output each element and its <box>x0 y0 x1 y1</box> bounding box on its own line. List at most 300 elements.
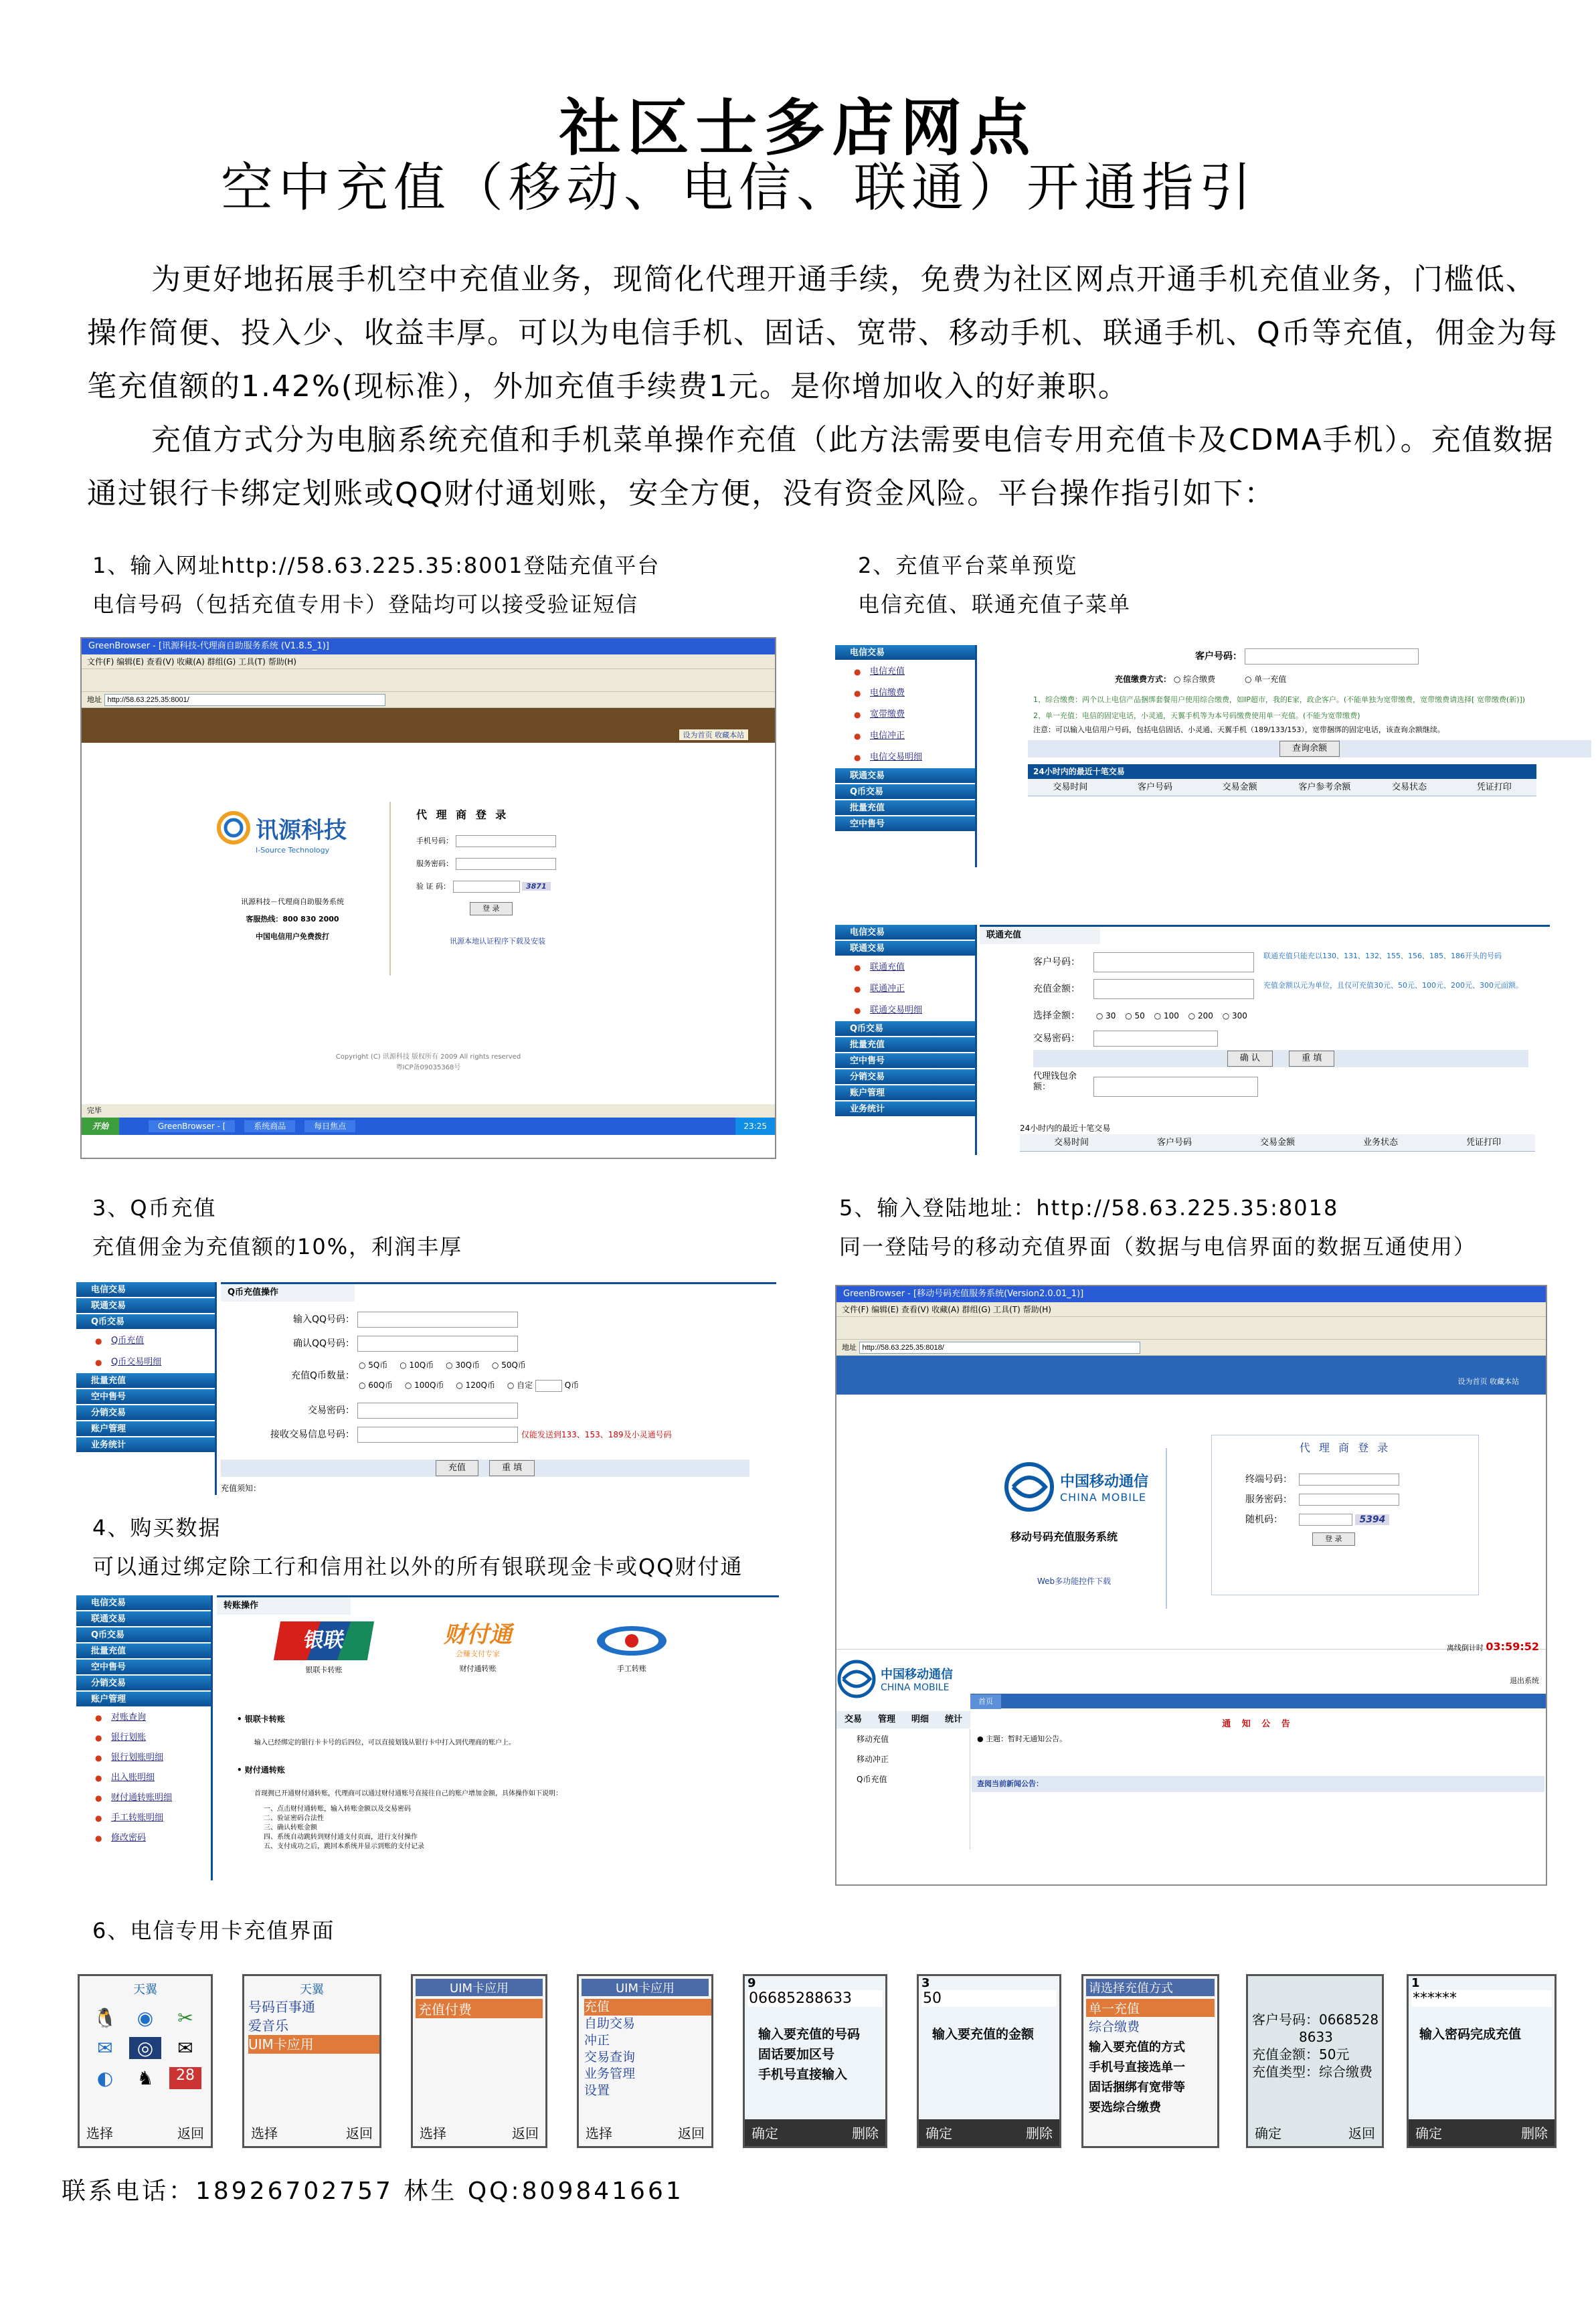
radio-10q-label: 10Q币 <box>409 1360 434 1370</box>
radio-30[interactable]: ○ 30 <box>1095 1011 1116 1021</box>
captcha-image: 3871 <box>522 882 551 891</box>
phone-3-header: UIM卡应用 <box>416 1979 543 1996</box>
nav-distribution[interactable]: 分销交易 <box>76 1676 211 1692</box>
phone-4-item-1[interactable]: 充值 <box>584 1999 711 2016</box>
tenpay-sub: 会赚支付专家 <box>456 1650 500 1658</box>
phone-7-line-4: 要选综合缴费 <box>1089 2101 1161 2115</box>
phone-screen-1 <box>78 1974 213 2148</box>
password-row <box>1245 1488 1478 1508</box>
password-input[interactable] <box>1093 1031 1218 1047</box>
radio-300[interactable]: ○ 300 <box>1222 1011 1247 1021</box>
logout-link[interactable]: 退出系统 <box>1510 1676 1539 1685</box>
phone-7-item-2[interactable]: 综合缴费 <box>1089 2020 1140 2034</box>
nav-telecom[interactable]: 电信交易 <box>76 1282 215 1298</box>
recharge-button[interactable]: 充值 <box>436 1460 478 1476</box>
customer-row <box>1033 951 1542 978</box>
nav-bank-transfer[interactable]: ● 银行划账 <box>76 1728 211 1748</box>
phone-3-right-softkey[interactable]: 返回 <box>512 2125 539 2141</box>
password-row <box>1033 1027 1542 1050</box>
phone-6-input[interactable]: 50 <box>921 1990 1057 2007</box>
company-line-1: 讯源科技－代理商自助服务系统 <box>241 897 344 906</box>
step-4: 四、系统自动跳转到财付通支付页面，进行支付操作 <box>264 1834 418 1841</box>
logo-swirl-icon <box>215 810 252 846</box>
amount-options-row-2 <box>359 1379 579 1392</box>
section-4-line-2: 可以通过绑定除工行和信用社以外的所有银联现金卡或QQ财付通 <box>92 1554 743 1579</box>
nav-qcoin[interactable]: Q币交易 <box>835 784 975 800</box>
unionpay-text: 输入已经绑定的银行卡卡号的后四位，可以直接划钱从银行卡中打入到代理商的账户上。 <box>254 1739 515 1747</box>
phone-input[interactable] <box>456 835 556 847</box>
method-label: 充值缴费方式： <box>1115 675 1172 684</box>
window-title: GreenBrowser - [移动号码充值服务系统(Version2.0.01_1)] <box>836 1286 1546 1302</box>
clock: 23:25 <box>735 1118 775 1135</box>
tenpay-option[interactable] <box>431 1621 525 1674</box>
inner-cm-name: 中国移动通信 <box>881 1668 953 1682</box>
section-5-caption <box>839 1188 1476 1266</box>
terminal-input[interactable] <box>1299 1474 1399 1486</box>
note-3: 注意：可以输入电信用户号码，包括电信固话、小灵通、天翼手机（189/133/153），宽带捆绑的固定电话，该查询余额继续。 <box>1033 725 1445 734</box>
code-input[interactable] <box>1299 1514 1352 1526</box>
radio-combined-label: 综合缴费 <box>1183 675 1216 684</box>
divider <box>389 802 391 976</box>
phone-1-left-softkey[interactable]: 选择 <box>86 2125 113 2141</box>
code-label: 验 证 码： <box>416 882 450 891</box>
phone-screen-8 <box>1246 1974 1384 2148</box>
captcha-image: 5394 <box>1355 1514 1389 1525</box>
nav-unicom[interactable]: 联通交易 <box>835 941 975 957</box>
section-1-line-1: 1、输入网址http://58.63.225.35:8001登陆充值平台 <box>92 553 660 578</box>
nav-reconcile[interactable]: ● 对账查询 <box>76 1708 211 1728</box>
query-balance-button[interactable]: 查询余额 <box>1279 741 1340 757</box>
section-3-line-1: 3、Q币充值 <box>92 1195 217 1221</box>
recent-title: 24小时内的最近十笔交易 <box>1020 1124 1111 1133</box>
nav-stats[interactable]: 业务统计 <box>76 1437 215 1453</box>
company-info <box>202 893 383 946</box>
phone-screen-9 <box>1407 1974 1557 2148</box>
nav-unicom-reversal[interactable]: ● 联通冲正 <box>835 978 975 1000</box>
nav-batch[interactable]: 批量充值 <box>76 1644 211 1660</box>
logo-text: 讯源科技 <box>256 816 347 844</box>
nav-unicom-detail[interactable]: ● 联通交易明细 <box>835 1000 975 1021</box>
customer-input[interactable] <box>1245 648 1419 664</box>
page-title: 社区士多店网点 <box>559 92 1037 164</box>
sms-note: 仅能发送到133、153、189及小灵通号码 <box>521 1430 672 1439</box>
nav-change-password[interactable]: ● 修改密码 <box>76 1828 211 1848</box>
tab-home[interactable]: 首页 <box>970 1694 1001 1709</box>
phone-2-item-3[interactable]: UIM卡应用 <box>248 2035 379 2054</box>
query-bar <box>1028 740 1591 758</box>
password-label: 服务密码： <box>416 859 453 868</box>
phone-4-item-3[interactable]: 冲正 <box>584 2033 610 2048</box>
phone-7-line-3: 固话捆绑有宽带等 <box>1089 2080 1185 2095</box>
side-tabs <box>836 1711 970 1728</box>
nav-account[interactable]: 账户管理 <box>835 1085 975 1101</box>
tools-icon[interactable]: ✂ <box>177 2007 193 2029</box>
select-row <box>1033 1004 1542 1027</box>
col-balance: 客户参考余额 <box>1298 782 1351 792</box>
nav-manual-detail[interactable]: ● 手工转账明细 <box>76 1808 211 1828</box>
nav-telecom[interactable]: 电信交易 <box>76 1595 211 1611</box>
tenpay-heading: • 财付通转账 <box>237 1765 285 1775</box>
messages-icon[interactable]: ✉ <box>97 2037 113 2059</box>
phone-4-header: UIM卡应用 <box>582 1979 709 1996</box>
password-input[interactable] <box>456 858 556 870</box>
phone-6-right-softkey[interactable]: 删除 <box>1026 2125 1053 2141</box>
screenshot-transfer <box>76 1595 779 1880</box>
tab-detail[interactable]: 明细 <box>911 1714 929 1724</box>
panel-title: 转账操作 <box>217 1597 351 1615</box>
nav-account[interactable]: 账户管理 <box>76 1692 211 1708</box>
phone-4-item-6[interactable]: 设置 <box>584 2083 610 2098</box>
intro-paragraph-1: 为更好地拓展手机空中充值业务，现简化代理开通手续，免费为社区网点开通手机充值业务，门槛低、操作简便、投入少、收益丰厚。可以为电信手机、固话、宽带、移动手机、联通手机、Q币等充值，佣金为每笔充值额的1.42%(现标准），外加充值手续费1元。是你增加收入的好兼职。 <box>87 262 1559 404</box>
plugin-link[interactable]: Web多功能控件下载 <box>1037 1577 1112 1586</box>
nav-sell-number[interactable]: 空中售号 <box>835 816 975 832</box>
radio-120q-label: 120Q币 <box>465 1381 495 1390</box>
code-row <box>1245 1508 1478 1528</box>
task-item-2[interactable]: 系统商品 <box>244 1120 295 1132</box>
link-mobile-recharge[interactable]: 移动充值 <box>857 1735 889 1744</box>
nav-telecom-detail[interactable]: ● 电信交易明细 <box>835 747 975 768</box>
nav-distribution[interactable]: 分销交易 <box>835 1069 975 1085</box>
nav-unicom-recharge[interactable]: ● 联通充值 <box>835 957 975 978</box>
address-input[interactable] <box>859 1342 1140 1354</box>
phone-9-input[interactable]: ****** <box>1411 1990 1552 2007</box>
phone-4-right-softkey[interactable]: 返回 <box>678 2125 705 2141</box>
tenpay-caption: 财付通转账 <box>459 1664 497 1673</box>
nav-batch[interactable]: 批量充值 <box>76 1373 215 1389</box>
radio-5q-label: 5Q币 <box>368 1360 388 1370</box>
amount-input[interactable] <box>1093 979 1254 999</box>
link-mobile-reversal[interactable]: 移动冲正 <box>857 1755 889 1764</box>
screenshot-qcoin <box>76 1282 776 1495</box>
customer-label: 客户号码： <box>1195 651 1242 662</box>
transfer-panel <box>217 1595 779 1880</box>
phone-7-instructions <box>1083 2035 1217 2118</box>
radio-custom-label: 自定 <box>517 1381 533 1390</box>
phone-2-right-softkey[interactable]: 返回 <box>346 2125 373 2141</box>
code-input[interactable] <box>453 881 520 893</box>
phone-2-header: 天翼 <box>300 1983 324 1997</box>
phone-8-right-softkey[interactable]: 返回 <box>1348 2125 1375 2141</box>
col-print: 凭证打印 <box>1476 782 1512 792</box>
nav-distribution[interactable]: 分销交易 <box>76 1405 215 1421</box>
menu-bar[interactable]: 文件(F) 编辑(E) 查看(V) 收藏(A) 群组(G) 工具(T) 帮助(H) <box>836 1302 1546 1317</box>
nav-telecom-recharge[interactable]: ● 电信充值 <box>835 661 975 683</box>
nav-telecom-payment[interactable]: ● 电信缴费 <box>835 683 975 704</box>
login-title: 代 理 商 登 录 <box>1299 1441 1391 1454</box>
intro-text <box>87 253 1559 521</box>
nav-telecom[interactable]: 电信交易 <box>835 925 975 941</box>
reset-button[interactable]: 重 填 <box>1289 1051 1334 1067</box>
col-print: 凭证打印 <box>1466 1138 1501 1148</box>
section-6-caption: 6、电信专用卡充值界面 <box>92 1918 335 1943</box>
logo-block <box>215 810 376 855</box>
nav-broadband-payment[interactable]: ● 宽带缴费 <box>835 704 975 725</box>
manual-transfer-icon <box>595 1624 669 1658</box>
phone-7-header: 请选择充值方式 <box>1086 1979 1215 1996</box>
col-status: 业务状态 <box>1362 1138 1398 1148</box>
phone-screen-7 <box>1081 1974 1219 2148</box>
phone-2-item-2[interactable]: 爱音乐 <box>248 2018 288 2034</box>
tenpay-logo: 财付通 <box>444 1621 512 1648</box>
task-item-3[interactable]: 每日焦点 <box>304 1120 355 1132</box>
unionpay-option[interactable] <box>277 1621 371 1675</box>
selected-app-icon[interactable]: ◎ <box>129 2037 161 2059</box>
phone-2-menu <box>244 1998 379 2054</box>
link-qcoin-recharge[interactable]: Q币充值 <box>857 1775 887 1784</box>
password-input[interactable] <box>1299 1494 1399 1506</box>
qq-icon[interactable]: 🐧 <box>93 2007 117 2029</box>
games-icon[interactable]: ♞ <box>137 2067 154 2089</box>
countdown-value: 03:59:52 <box>1486 1640 1539 1653</box>
phone-9-right-softkey[interactable]: 删除 <box>1521 2125 1548 2141</box>
phone-2-left-softkey[interactable]: 选择 <box>251 2125 278 2141</box>
page-subtitle: 空中充值（移动、电信、联通）开通指引 <box>221 158 1257 218</box>
phone-4-item-5[interactable]: 业务管理 <box>584 2066 636 2081</box>
mail-icon[interactable]: ✉ <box>177 2037 193 2059</box>
unionpay-caption: 银联卡转账 <box>305 1666 343 1674</box>
nav-in-out-detail[interactable]: ● 出入账明细 <box>76 1768 211 1788</box>
contact-info: 联系电话：18926702757 林生 QQ:809841661 <box>62 2178 684 2205</box>
nav-bank-transfer-detail[interactable]: ● 银行划账明细 <box>76 1748 211 1768</box>
tab-trade[interactable]: 交易 <box>844 1714 862 1724</box>
agent-wallet-row <box>1033 1071 1542 1094</box>
start-button[interactable]: 开始 <box>82 1118 119 1135</box>
reset-button[interactable]: 重 填 <box>489 1460 535 1476</box>
login-area <box>836 1395 1546 1649</box>
browser-icon[interactable]: ◐ <box>96 2067 114 2089</box>
tab-stats[interactable]: 统计 <box>944 1714 962 1724</box>
login-button[interactable]: 登 录 <box>1312 1532 1355 1546</box>
password-label: 服务密码： <box>1245 1494 1292 1505</box>
radio-custom[interactable]: ○ 自定 <box>507 1381 533 1390</box>
qcoin-form <box>248 1308 770 1447</box>
taskbar <box>82 1118 775 1135</box>
phone-5-line-3: 手机号直接输入 <box>758 2067 848 2082</box>
radio-60q[interactable]: ○ 60Q币 <box>359 1381 393 1390</box>
china-mobile-icon <box>1004 1461 1055 1512</box>
phone-4-left-softkey[interactable]: 选择 <box>586 2125 612 2141</box>
menu-bar[interactable]: 文件(F) 编辑(E) 查看(V) 收藏(A) 群组(G) 工具(T) 帮助(H) <box>82 654 775 669</box>
hotline: 客服热线：800 830 2000 <box>246 915 339 923</box>
phone-7-line-2: 手机号直接选单一 <box>1089 2060 1185 2074</box>
top-links[interactable]: 设为首页 收藏本站 <box>679 729 749 740</box>
nav-tenpay-detail[interactable]: ● 财付通转账明细 <box>76 1788 211 1808</box>
nav-unicom[interactable]: 联通交易 <box>76 1611 211 1627</box>
radio-50-label: 50 <box>1134 1011 1145 1021</box>
radio-100q-label: 100Q币 <box>414 1381 444 1390</box>
confirm-button[interactable]: 确 认 <box>1227 1051 1273 1067</box>
nav-qcoin-recharge[interactable]: ● Q币充值 <box>76 1330 215 1352</box>
phone-screen-2 <box>242 1974 381 2148</box>
radio-50q[interactable]: ○ 50Q币 <box>491 1360 526 1370</box>
radio-200-label: 200 <box>1197 1011 1213 1021</box>
terminal-row <box>1245 1468 1478 1488</box>
radio-50[interactable]: ○ 50 <box>1125 1011 1145 1021</box>
sms-label: 接收交易信息号码： <box>270 1429 355 1440</box>
nav-account[interactable]: 账户管理 <box>76 1421 215 1437</box>
nav-qcoin[interactable]: Q币交易 <box>76 1627 211 1644</box>
address-input[interactable] <box>104 694 385 706</box>
nav-unicom[interactable]: 联通交易 <box>835 768 975 784</box>
phone-8-left-softkey[interactable]: 确定 <box>1255 2125 1281 2141</box>
hotline-note: 中国电信用户免费拨打 <box>256 932 329 941</box>
panel-title: Q币充值操作 <box>221 1284 355 1302</box>
toolbar <box>836 1317 1546 1340</box>
nav-sell-number[interactable]: 空中售号 <box>76 1389 215 1405</box>
phone-9-left-softkey[interactable]: 确定 <box>1415 2125 1442 2141</box>
phone-screen-4 <box>577 1974 713 2148</box>
phone-8-line-1: 客户号码：0668528 <box>1252 2012 1379 2028</box>
transfer-instructions <box>237 1712 766 1852</box>
icp-number: 粤ICP备09035368号 <box>395 1064 461 1071</box>
phone-7-item-1[interactable]: 单一充值 <box>1086 1999 1215 2017</box>
col-customer: 客户号码 <box>1156 1138 1192 1148</box>
phone-6-left-softkey[interactable]: 确定 <box>925 2125 952 2141</box>
col-customer: 客户号码 <box>1138 782 1173 792</box>
customer-row <box>1028 645 1591 668</box>
login-form <box>416 806 671 946</box>
step-3: 三、确认转账金额 <box>264 1824 317 1832</box>
divider <box>1166 1448 1167 1609</box>
section-2-line-2: 电信充值、联通充值子菜单 <box>858 592 1132 617</box>
recent-table-header <box>1020 1134 1535 1152</box>
calendar-icon[interactable]: 28 <box>169 2067 201 2089</box>
note-2: 2、单一充值：电信的固定电话，小灵通，天翼手机等为本号码缴费使用单一充值。(不能为宽带缴费) <box>1033 711 1360 720</box>
password-label: 交易密码： <box>1033 1033 1080 1044</box>
inner-cm-en: CHINA MOBILE <box>881 1682 950 1693</box>
section-5-line-2: 同一登陆号的移动充值界面（数据与电信界面的数据互通使用） <box>839 1234 1477 1259</box>
nav-stats[interactable]: 业务统计 <box>835 1101 975 1118</box>
login-button[interactable]: 登 录 <box>470 902 513 915</box>
custom-amount-input[interactable] <box>535 1380 562 1392</box>
phone-screen-5 <box>743 1974 887 2148</box>
notice-item: ● 主题：暂时无通知公告。 <box>977 1735 1067 1743</box>
phone-5-input[interactable]: 06685288633 <box>747 1990 883 2007</box>
step-2: 二、验证密码合法性 <box>264 1815 324 1822</box>
nav-sell-number[interactable]: 空中售号 <box>835 1053 975 1069</box>
phone-screens-row <box>78 1974 1557 2148</box>
logo-subtext: I-Source Technology <box>256 846 330 855</box>
internet-icon[interactable]: ◉ <box>137 2007 154 2029</box>
notice-item-text: 主题：暂时无通知公告。 <box>986 1735 1067 1743</box>
phone-screen-3 <box>411 1974 547 2148</box>
recharge-notice: 充值须知： <box>221 1484 262 1493</box>
phone-1-right-softkey[interactable]: 返回 <box>177 2125 204 2141</box>
side-nav-transfer <box>76 1595 213 1880</box>
phone-5-counter: 9 <box>747 1976 756 1990</box>
password-input[interactable] <box>357 1403 518 1419</box>
nav-telecom-reversal[interactable]: ● 电信冲正 <box>835 725 975 747</box>
side-nav-unicom <box>835 925 977 1155</box>
screenshot-unicom-recharge <box>835 925 1550 1155</box>
manual-option[interactable] <box>592 1624 672 1674</box>
status-bar: 完毕 <box>82 1104 775 1118</box>
nav-batch[interactable]: 批量充值 <box>835 800 975 816</box>
radio-100q[interactable]: ○ 100Q币 <box>404 1381 444 1390</box>
phone-4-item-4[interactable]: 交易查询 <box>584 2050 636 2064</box>
section-2-caption <box>858 546 1131 624</box>
section-2-line-1: 2、充值平台菜单预览 <box>858 553 1078 578</box>
china-mobile-icon-small <box>836 1659 877 1699</box>
phone-5-right-softkey[interactable]: 删除 <box>852 2125 879 2141</box>
inner-header <box>836 1640 1546 1729</box>
radio-combined[interactable]: ○ 综合缴费 <box>1173 675 1216 684</box>
radio-5q[interactable]: ○ 5Q币 <box>359 1360 388 1370</box>
customer-label: 客户号码： <box>1033 957 1080 968</box>
task-item-1[interactable]: GreenBrowser - [ <box>149 1120 236 1132</box>
top-links[interactable]: 设为首页 收藏本站 <box>1457 1377 1519 1386</box>
phone-6-instructions: 输入要充值的金额 <box>932 2027 1035 2042</box>
radio-single[interactable]: ○ 单一充值 <box>1244 675 1287 684</box>
section-3-line-2: 充值佣金为充值额的10%，利润丰厚 <box>92 1234 463 1259</box>
radio-100[interactable]: ○ 100 <box>1154 1011 1179 1021</box>
phone-4-item-2[interactable]: 自助交易 <box>584 2016 636 2031</box>
phone-5-left-softkey[interactable]: 确定 <box>751 2125 778 2141</box>
nav-qcoin-detail[interactable]: ● Q币交易明细 <box>76 1352 215 1373</box>
nav-telecom[interactable]: 电信交易 <box>835 645 975 661</box>
side-links <box>836 1729 970 1850</box>
step-1: 一、点击财付通转账，输入转账金额以及交易密码 <box>264 1805 411 1813</box>
nav-batch[interactable]: 批量充值 <box>835 1037 975 1053</box>
qq-confirm-input[interactable] <box>357 1336 518 1352</box>
recent-table-header <box>1028 779 1536 796</box>
system-name: 移动号码充值服务系统 <box>1010 1530 1118 1543</box>
section-1-caption <box>92 546 660 624</box>
phone-2-item-1[interactable]: 号码百事通 <box>248 1999 315 2015</box>
phone-row <box>416 830 671 853</box>
phone-5-line-1: 输入要充值的号码 <box>758 2027 861 2042</box>
radio-10q[interactable]: ○ 10Q币 <box>400 1360 434 1370</box>
nav-sell-number[interactable]: 空中售号 <box>76 1660 211 1676</box>
phone-3-item-1[interactable]: 充值付费 <box>416 1999 543 2018</box>
copyright: Copyright (C) 讯源科技 版权所有 2009 All rights reserved <box>335 1053 521 1061</box>
phone-9-counter: 1 <box>1411 1976 1420 1990</box>
site-header <box>836 1356 1546 1395</box>
code-row <box>416 875 671 898</box>
sms-input[interactable] <box>357 1427 518 1443</box>
phone-screen-6 <box>917 1974 1061 2148</box>
tab-strip <box>970 1694 1546 1708</box>
password-row <box>416 853 671 875</box>
customer-input[interactable] <box>1093 952 1254 972</box>
login-area <box>82 743 775 1104</box>
radio-120q[interactable]: ○ 120Q币 <box>456 1381 495 1390</box>
agent-wallet-value <box>1093 1077 1258 1097</box>
amount-options-row-1 <box>359 1359 526 1370</box>
radio-200[interactable]: ○ 200 <box>1188 1011 1213 1021</box>
phone-4-menu <box>579 1999 711 2099</box>
phone-6-counter: 3 <box>921 1976 930 1990</box>
nav-qcoin[interactable]: Q币交易 <box>76 1314 215 1330</box>
select-label: 选择金额： <box>1033 1010 1080 1021</box>
action-bar <box>221 1459 749 1477</box>
unionpay-logo: 银联 <box>274 1621 374 1660</box>
phone-3-left-softkey[interactable]: 选择 <box>420 2125 446 2141</box>
nav-qcoin[interactable]: Q币交易 <box>835 1021 975 1037</box>
phone-5-instructions <box>745 2007 885 2085</box>
qq-confirm-label: 确认QQ号码： <box>292 1338 355 1349</box>
screenshot-telecom-recharge <box>835 645 1591 867</box>
manual-caption: 手工转账 <box>617 1664 646 1673</box>
radio-30q[interactable]: ○ 30Q币 <box>446 1360 480 1370</box>
tab-manage[interactable]: 管理 <box>877 1714 895 1724</box>
unit-label: Q币 <box>564 1381 580 1390</box>
nav-unicom[interactable]: 联通交易 <box>76 1298 215 1314</box>
section-1-line-2: 电信号码（包括充值专用卡）登陆均可以接受验证短信 <box>92 592 639 617</box>
hint-1: 联通充值只能充以130、131、132、155、156、185、186开头的号码 <box>1263 952 1502 960</box>
download-link[interactable]: 讯源本地认证程序下载及安装 <box>450 937 545 946</box>
qq-input[interactable] <box>357 1312 518 1328</box>
